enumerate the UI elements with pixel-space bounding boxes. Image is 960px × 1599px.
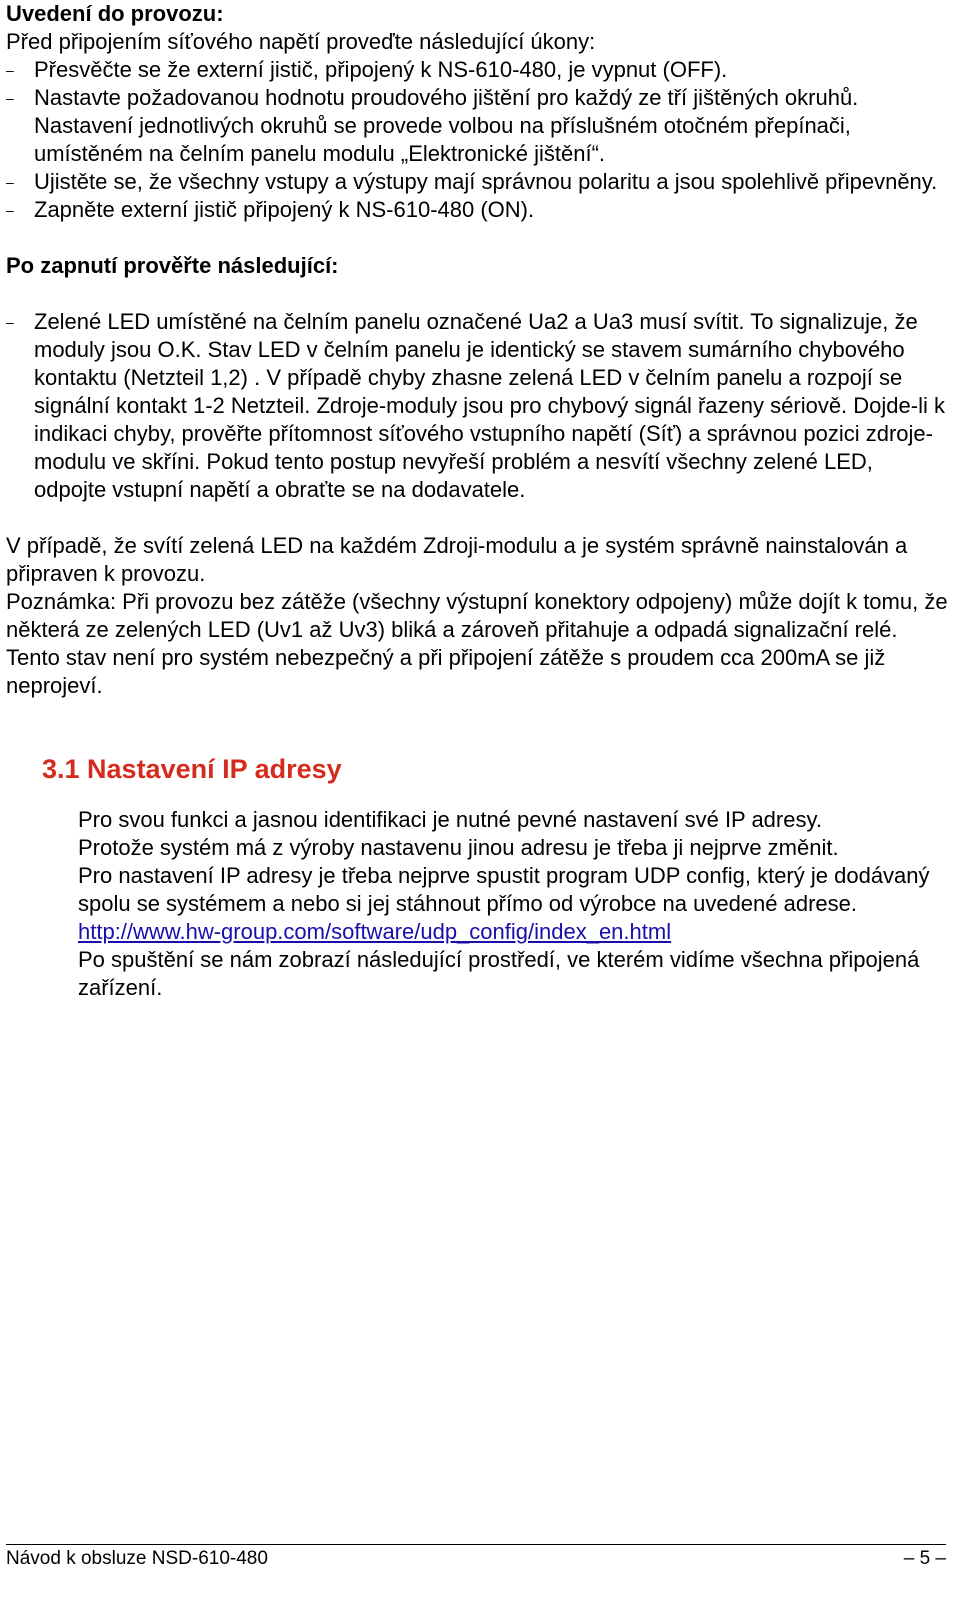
section-paragraph-4: Po spuštění se nám zobrazí následující prostředí, ve kterém vidíme všechna připojená zařízení.: [78, 947, 920, 1000]
list-item: [6, 168, 951, 196]
intro-lead: Před připojením síťového napětí proveďte následující úkony:: [6, 29, 596, 54]
list-item-text: Nastavte požadovanou hodnotu proudového jištění pro každý ze tří jištěných okruhů. Nastavení jednotlivých okruhů se provede volbou na příslušném otočném přepínači, umístěném na čelním panelu modulu „Elektronické jištění“.: [34, 85, 859, 166]
dash-marker: –: [6, 62, 14, 78]
section-title: 3.1 Nastavení IP adresy: [42, 754, 342, 784]
list-item: [6, 56, 951, 84]
footer-title: Návod k obsluze NSD-610-480: [6, 1548, 268, 1569]
dash-marker: –: [6, 90, 14, 106]
section-paragraph-2: Protože systém má z výroby nastavenu jinou adresu je třeba ji nejprve změnit.: [78, 835, 839, 860]
check-bullet-list: [6, 308, 951, 504]
list-item: [6, 196, 951, 224]
intro-heading: Uvedení do provozu:: [6, 1, 224, 26]
list-item-text: Přesvěčte se že externí jistič, připojený k NS-610-480, je vypnut (OFF).: [34, 57, 728, 82]
page-footer: [6, 1544, 946, 1571]
download-link[interactable]: http://www.hw-group.com/software/udp_config/index_en.html: [78, 919, 672, 944]
check-heading: Po zapnutí prověřte následující:: [6, 253, 339, 278]
dash-marker: –: [6, 174, 14, 190]
dash-marker: –: [6, 314, 14, 330]
section-paragraph-3: Pro nastavení IP adresy je třeba nejprve spustit program UDP config, který je dodávaný spolu se systémem a nebo si jej stáhnout přímo od výrobce na uvedené adrese.: [78, 863, 930, 916]
dash-marker: –: [6, 202, 14, 218]
section-body: [6, 806, 951, 1002]
page-number: – 5 –: [903, 1548, 946, 1569]
list-item-text: Ujistěte se, že všechny vstupy a výstupy mají správnou polaritu a jsou spolehlivě připevněny.: [34, 169, 938, 194]
section-paragraph-1: Pro svou funkci a jasnou identifikaci je nutné pevné nastavení své IP adresy.: [78, 807, 822, 832]
note-paragraph: Poznámka: Při provozu bez zátěže (všechny výstupní konektory odpojeny) může dojít k tomu, že některá ze zelených LED (Uv1 až Uv3) bliká a zároveň přitahuje a odpadá signalizační relé. Tento stav není pro systém nebezpečný a při připojení zátěže s proudem cca 200mA se již neprojeví.: [6, 589, 948, 698]
list-item: [6, 308, 951, 504]
summary-paragraph: V případě, že svítí zelená LED na každém Zdroji-modulu a je systém správně nainstalován a připraven k provozu.: [6, 533, 908, 586]
list-item-text: Zelené LED umístěné na čelním panelu označené Ua2 a Ua3 musí svítit. To signalizuje, že moduly jsou O.K. Stav LED v čelním panelu je identický se stavem sumárního chybového kontaktu (Netzteil 1,2) . V případě chyby zhasne zelená LED v čelním panelu a rozpojí se signální kontakt 1-2 Netzteil. Zdroje-moduly jsou pro chybový signál řazeny sériově. Dojde-li k indikaci chyby, prověřte přítomnost síťového vstupního napětí (Síť) a správnou pozici zdroje-modulu ve skříni. Pokud tento postup nevyřeší problém a nesvítí všechny zelené LED, odpojte vstupní napětí a obraťte se na dodavatele.: [34, 309, 945, 502]
document-page: [6, 0, 951, 1002]
intro-bullet-list: [6, 56, 951, 224]
list-item-text: Zapněte externí jistič připojený k NS-610-480 (ON).: [34, 197, 535, 222]
list-item: [6, 84, 951, 168]
